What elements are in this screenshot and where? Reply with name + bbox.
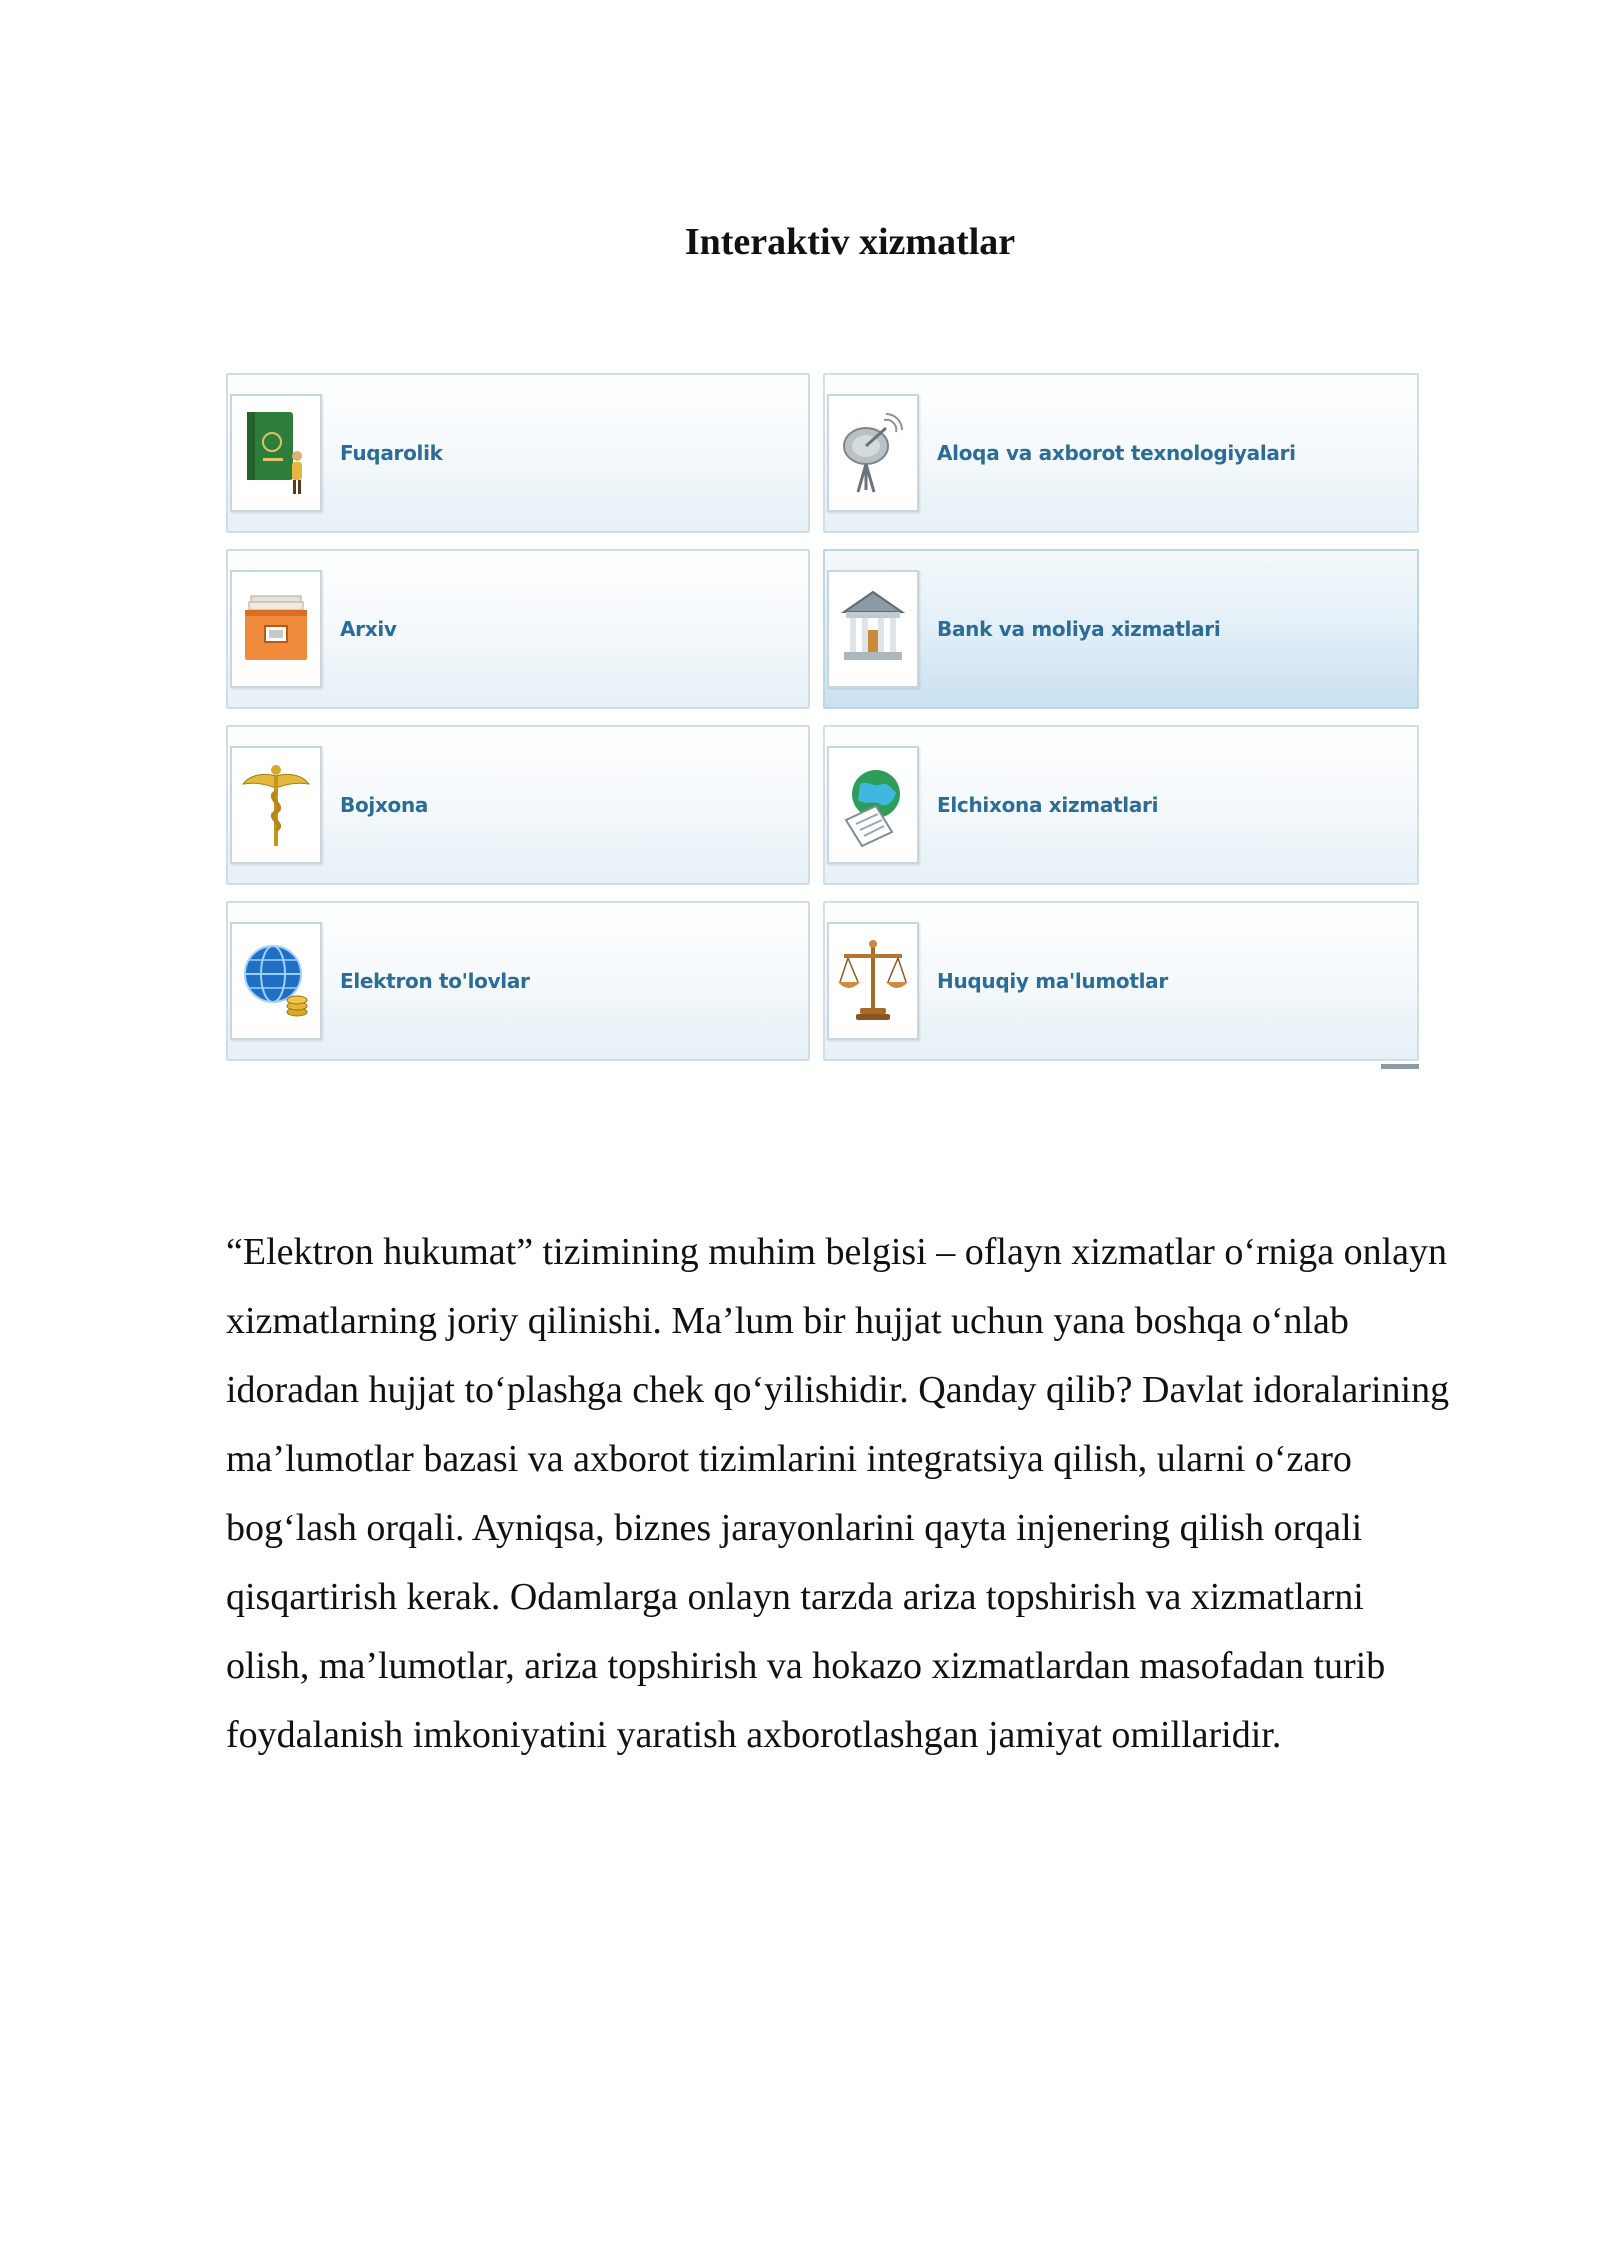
scales-icon (827, 922, 919, 1040)
tile-label: Fuqarolik (340, 441, 443, 465)
tile-label: Bank va moliya xizmatlari (937, 617, 1221, 641)
satellite-dish-icon (827, 394, 919, 512)
tile-label: Bojxona (340, 793, 429, 817)
service-tile-bojxona[interactable] (226, 725, 810, 885)
service-tile-elektron-tolovlar[interactable] (226, 901, 810, 1061)
service-tile-bank[interactable] (823, 549, 1419, 709)
tile-label: Arxiv (340, 617, 397, 641)
service-tile-aloqa[interactable] (823, 373, 1419, 533)
globe-coins-icon (230, 922, 322, 1040)
service-tile-arxiv[interactable] (226, 549, 810, 709)
tile-label: Huquqiy ma'lumotlar (937, 969, 1168, 993)
body-paragraph: “Elektron hukumat” tizimining muhim belgisi – oflayn xizmatlar o‘rniga onlayn xizmatlarning joriy qilinishi. Ma’lum bir hujjat uchun yana boshqa o‘nlab idoradan hujjat to‘plashga chek qo‘yilishidir. Qanday qilib? Davlat idoralarining ma’lumotlar bazasi va axborot tizimlarini integratsiya qilish, ularni o‘zaro bog‘lash orqali. Ayniqsa, biznes jarayonlarini qayta injenering qilish orqali qisqartirish kerak. Odamlarga onlayn tarzda ariza topshirish va xizmatlarni olish, ma’lumotlar, ariza topshirish va hokazo xizmatlardan masofadan turib foydalanish imkoniyatini yaratish axborotlashgan jamiyat omillaridir. (226, 1231, 1450, 1756)
archive-box-icon (230, 570, 322, 688)
globe-document-icon (827, 746, 919, 864)
tile-label: Aloqa va axborot texnologiyalari (937, 441, 1296, 465)
service-tile-elchixona[interactable] (823, 725, 1419, 885)
caduceus-icon (230, 746, 322, 864)
tile-label: Elektron to'lovlar (340, 969, 530, 993)
service-tile-huquqiy[interactable] (823, 901, 1419, 1061)
bank-building-icon (827, 570, 919, 688)
tile-label: Elchixona xizmatlari (937, 793, 1159, 817)
page-title: Interaktiv xizmatlar (684, 221, 1016, 263)
grid-corner-handle (1381, 1064, 1419, 1069)
services-grid (226, 373, 1419, 1063)
passport-icon (230, 394, 322, 512)
service-tile-fuqarolik[interactable] (226, 373, 810, 533)
